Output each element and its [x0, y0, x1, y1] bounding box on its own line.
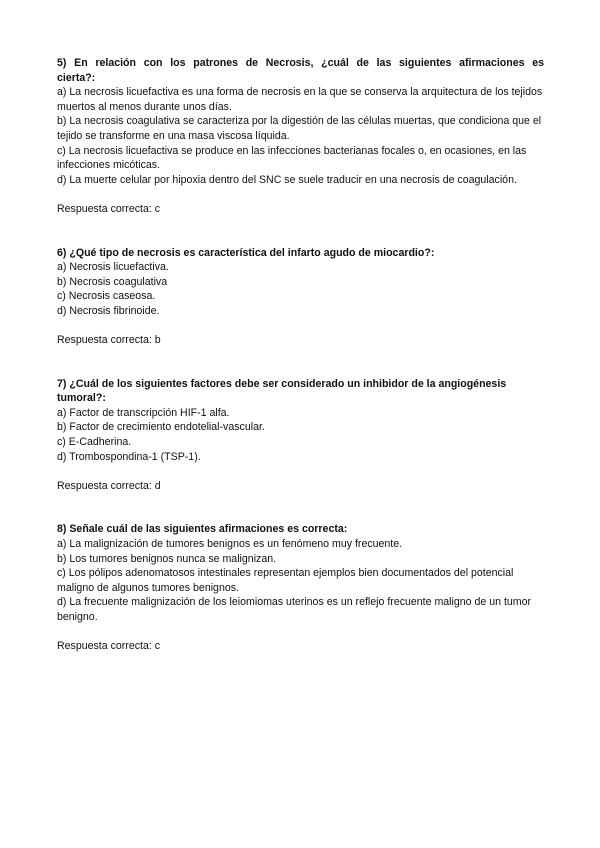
question-title: 6) ¿Qué tipo de necrosis es característica del infarto agudo de miocardio?: [57, 246, 435, 259]
option-c: c) Los pólipos adenomatosos intestinales representan ejemplos bien documentados del potencial maligno de algunos tumores benignos. [57, 567, 514, 594]
option-a: a) La necrosis licuefactiva es una forma de necrosis en la que se conserva la arquitectura de los tejidos muertos al menos durante unos días. [57, 86, 543, 113]
correct-answer: Respuesta correcta: c [57, 202, 161, 215]
option-a: a) La malignización de tumores benignos es un fenómeno muy frecuente. [57, 538, 403, 551]
option-list [57, 260, 544, 318]
correct-answer: Respuesta correcta: d [57, 479, 161, 492]
question-7 [57, 377, 544, 494]
option-b: b) Factor de crecimiento endotelial-vascular. [57, 421, 265, 434]
correct-answer: Respuesta correcta: c [57, 640, 161, 653]
correct-answer: Respuesta correcta: b [57, 334, 161, 347]
option-d: d) Trombospondina-1 (TSP-1). [57, 450, 201, 463]
question-title: 7) ¿Cuál de los siguientes factores debe ser considerado un inhibidor de la angiogénesis tumoral?: [57, 377, 507, 405]
option-d: d) La muerte celular por hipoxia dentro del SNC se suele traducir en una necrosis de coagulación. [57, 173, 517, 186]
option-b: b) La necrosis coagulativa se caracteriza por la digestión de las células muertas, que condiciona que el tejido se transforme en una masa viscosa líquida. [57, 115, 542, 142]
option-c: c) Necrosis caseosa. [57, 290, 156, 303]
question-6 [57, 246, 544, 348]
option-list [57, 537, 544, 625]
question-title: 5) En relación con los patrones de Necrosis, ¿cuál de las siguientes afirmaciones es cierta?: [57, 57, 544, 84]
option-d: d) La frecuente malignización de los leiomiomas uterinos es un reflejo frecuente maligno de un tumor benigno. [57, 596, 532, 623]
option-d: d) Necrosis fibrinoide. [57, 304, 160, 317]
question-title: 8) Señale cuál de las siguientes afirmaciones es correcta: [57, 523, 348, 536]
option-a: a) Necrosis licuefactiva. [57, 261, 169, 274]
option-list [57, 406, 544, 464]
question-8 [57, 522, 544, 653]
option-list [57, 85, 544, 187]
option-c: c) La necrosis licuefactiva se produce en las infecciones bacterianas focales o, en ocasiones, en las infecciones micóticas. [57, 144, 527, 172]
option-b: b) Necrosis coagulativa [57, 275, 168, 288]
option-c: c) E-Cadherina. [57, 436, 132, 449]
question-5 [57, 56, 544, 217]
option-b: b) Los tumores benignos nunca se malignizan. [57, 552, 277, 565]
option-a: a) Factor de transcripción HIF-1 alfa. [57, 406, 230, 419]
document-page [57, 56, 544, 683]
